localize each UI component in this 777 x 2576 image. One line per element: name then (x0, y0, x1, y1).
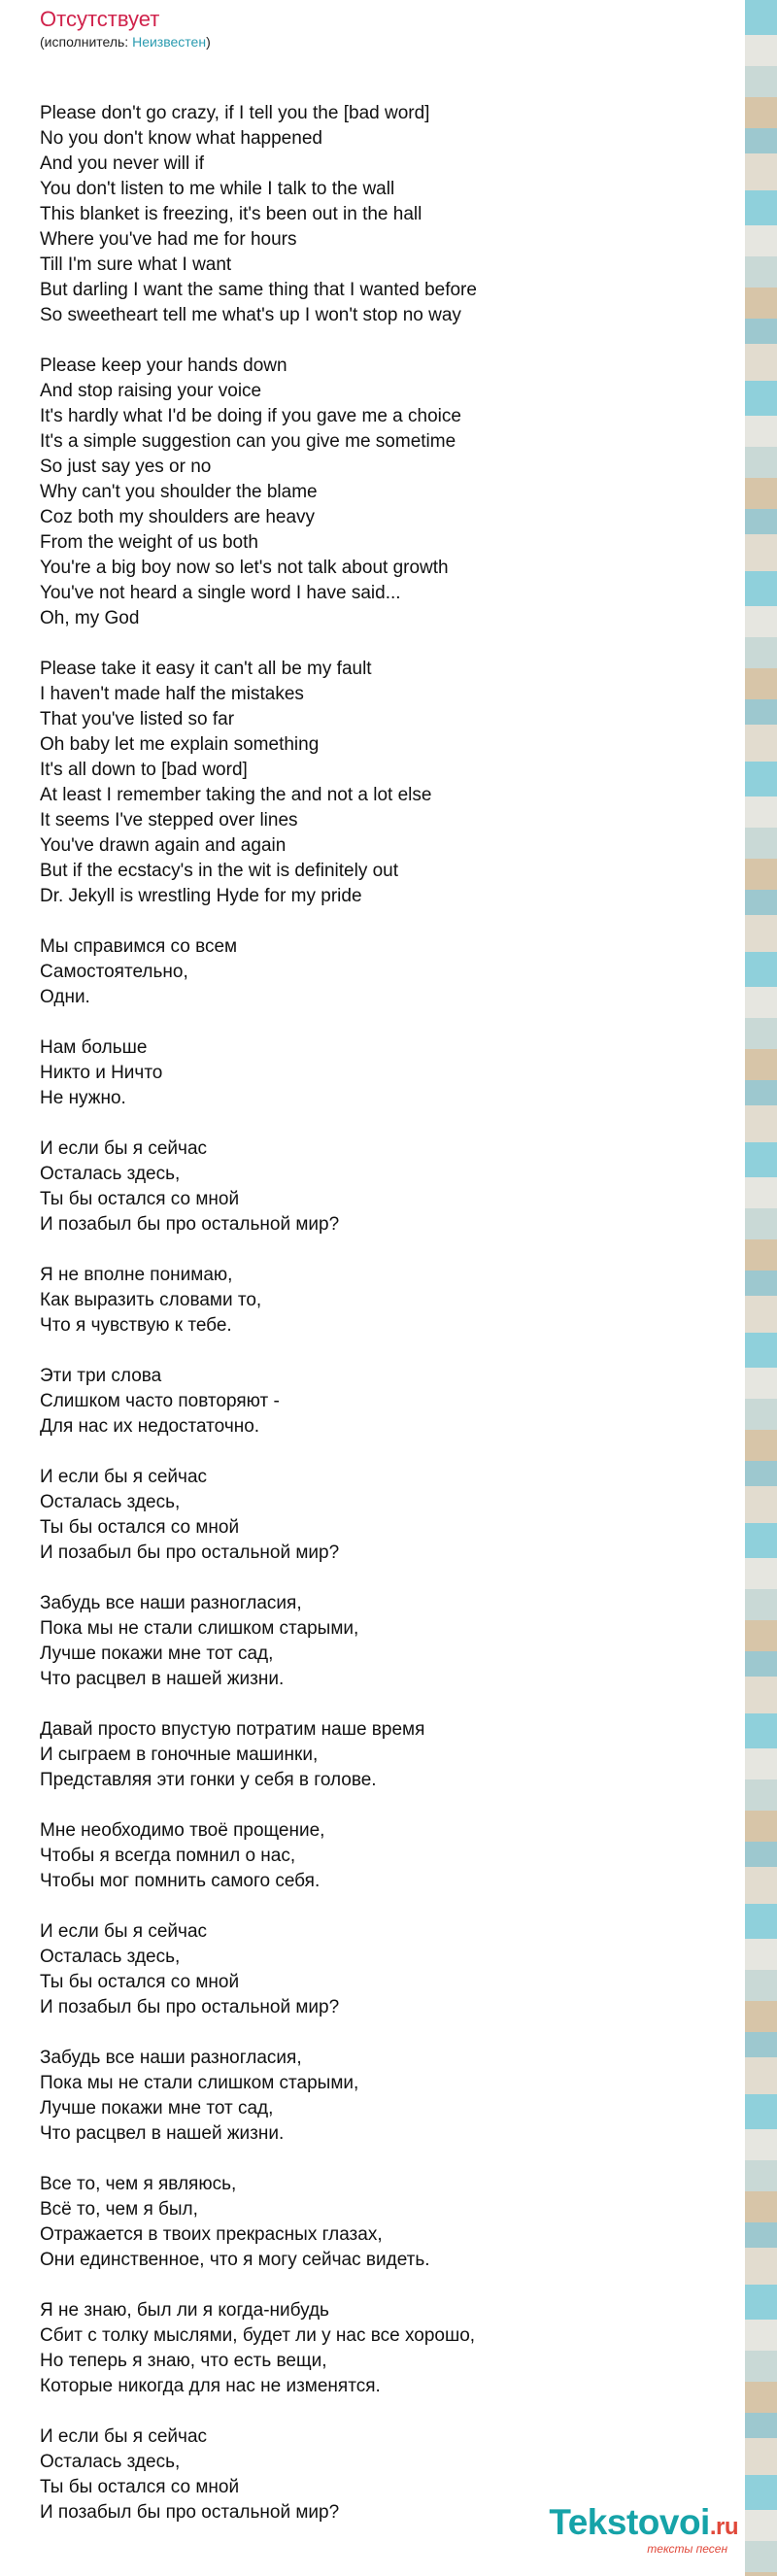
stanza-gap (40, 2273, 720, 2298)
lyric-line: Я не знаю, был ли я когда-нибудь (40, 2300, 329, 2321)
stanza-gap (40, 631, 720, 657)
lyric-line: No you don't know what happened (40, 128, 322, 149)
stanza-gap (40, 1010, 720, 1035)
lyric-line: Till I'm sure what I want (40, 254, 232, 275)
lyric-line: This blanket is freezing, it's been out in the hall (40, 204, 422, 224)
lyric-line: Что расцвел в нашей жизни. (40, 2123, 285, 2144)
lyric-line: Слишком часто повторяют - (40, 1391, 280, 1411)
lyric-line: Осталась здесь, (40, 2452, 181, 2472)
lyric-line: It's all down to [bad word] (40, 760, 248, 780)
lyric-line: Я не вполне понимаю, (40, 1265, 233, 1285)
stanza-gap (40, 2020, 720, 2046)
artist-suffix: ) (206, 34, 211, 50)
lyric-line: И позабыл бы про остальной мир? (40, 1542, 340, 1563)
lyric-line: Why can't you shoulder the blame (40, 482, 318, 502)
lyric-line: But if the ecstacy's in the wit is definitely out (40, 861, 399, 881)
lyric-line: Ты бы остался со мной (40, 1517, 240, 1538)
lyric-line: Что я чувствую к тебе. (40, 1315, 232, 1336)
lyric-line: Нам больше (40, 1037, 148, 1058)
lyric-line: Осталась здесь, (40, 1947, 181, 1967)
lyric-line: Которые никогда для нас не изменятся. (40, 2376, 381, 2396)
stanza-gap (40, 1793, 720, 1818)
lyric-line: Все то, чем я являюсь, (40, 2174, 237, 2194)
stanza-gap (40, 2147, 720, 2172)
lyric-line: Oh, my God (40, 608, 140, 628)
lyric-line: Но теперь я знаю, что есть вещи, (40, 2351, 327, 2371)
lyric-line: That you've listed so far (40, 709, 235, 729)
lyric-line: Ты бы остался со мной (40, 2477, 240, 2497)
lyric-line: Одни. (40, 987, 90, 1007)
lyric-line: Для нас их недостаточно. (40, 1416, 260, 1437)
stanza-gap (40, 1566, 720, 1591)
lyric-line: И если бы я сейчас (40, 2426, 208, 2447)
lyric-line: Забудь все наши разногласия, (40, 2048, 302, 2068)
lyric-line: But darling I want the same thing that I wanted before (40, 280, 477, 300)
stanza-gap (40, 1692, 720, 1717)
lyric-line: It's hardly what I'd be doing if you gave me a choice (40, 406, 461, 426)
lyric-line: Сбит с толку мыслями, будет ли у нас все хорошо, (40, 2325, 476, 2346)
stanza-gap (40, 909, 720, 934)
lyric-line: Dr. Jekyll is wrestling Hyde for my pride (40, 886, 362, 906)
lyric-line: Please keep your hands down (40, 356, 287, 376)
lyric-line: You're a big boy now so let's not talk about growth (40, 558, 449, 578)
lyric-line: Не нужно. (40, 1088, 126, 1108)
lyric-line: Самостоятельно, (40, 962, 188, 982)
lyric-line: Как выразить словами то, (40, 1290, 262, 1310)
lyric-line: И если бы я сейчас (40, 1138, 208, 1159)
lyric-line: So just say yes or no (40, 457, 212, 477)
lyric-line: Ты бы остался со мной (40, 1189, 240, 1209)
lyric-line: И если бы я сейчас (40, 1467, 208, 1487)
lyric-line: Чтобы мог помнить самого себя. (40, 1871, 321, 1891)
lyric-line: Осталась здесь, (40, 1492, 181, 1512)
lyric-line: И если бы я сейчас (40, 1921, 208, 1942)
lyric-line: You've not heard a single word I have said... (40, 583, 401, 603)
stanza-gap (40, 1440, 720, 1465)
lyric-line: Что расцвел в нашей жизни. (40, 1669, 285, 1689)
lyric-line: At least I remember taking the and not a lot else (40, 785, 432, 805)
lyric-line: Coz both my shoulders are heavy (40, 507, 316, 527)
lyric-line: И позабыл бы про остальной мир? (40, 2502, 340, 2523)
lyrics-text (40, 101, 720, 2525)
lyric-line: And you never will if (40, 153, 204, 174)
logo-name: Tekstovoi (549, 2502, 710, 2542)
artist-prefix: (исполнитель: (40, 34, 133, 50)
lyric-line: From the weight of us both (40, 532, 258, 553)
site-logo[interactable] (549, 2503, 738, 2555)
lyric-line: You don't listen to me while I talk to the wall (40, 179, 395, 199)
lyric-line: И позабыл бы про остальной мир? (40, 1214, 340, 1235)
lyric-line: Please don't go crazy, if I tell you the [bad word] (40, 103, 430, 123)
stanza-gap (40, 1111, 720, 1136)
lyric-line: Эти три слова (40, 1366, 162, 1386)
lyric-line: И сыграем в гоночные машинки, (40, 1745, 319, 1765)
lyric-line: Лучше покажи мне тот сад, (40, 2098, 274, 2118)
lyric-line: Они единственное, что я могу сейчас видеть. (40, 2250, 430, 2270)
artist-line (40, 33, 745, 51)
stanza-gap (40, 2399, 720, 2424)
lyric-line: Лучше покажи мне тот сад, (40, 1644, 274, 1664)
stanza-gap (40, 1237, 720, 1263)
lyric-line: Мне необходимо твоё прощение, (40, 1820, 325, 1841)
lyric-line: Всё то, чем я был, (40, 2199, 198, 2220)
lyric-line: Мы справимся со всем (40, 936, 238, 957)
lyric-line: Where you've had me for hours (40, 229, 297, 250)
logo-tagline: тексты песен (647, 2542, 728, 2556)
song-header (0, 0, 745, 51)
stanza-gap (40, 1339, 720, 1364)
lyric-line: It seems I've stepped over lines (40, 810, 298, 830)
lyric-line: Пока мы не стали слишком старыми, (40, 1618, 359, 1639)
lyric-line: Oh baby let me explain something (40, 734, 320, 755)
lyric-line: And stop raising your voice (40, 381, 262, 401)
lyric-line: Давай просто впустую потратим наше время (40, 1719, 425, 1740)
lyric-line: So sweetheart tell me what's up I won't stop no way (40, 305, 461, 325)
lyric-line: Пока мы не стали слишком старыми, (40, 2073, 359, 2093)
lyric-line: Осталась здесь, (40, 1164, 181, 1184)
lyric-line: Никто и Ничто (40, 1063, 163, 1083)
lyric-line: Ты бы остался со мной (40, 1972, 240, 1992)
stanza-gap (40, 1894, 720, 1919)
lyric-line: Забудь все наши разногласия, (40, 1593, 302, 1613)
lyric-line: Чтобы я всегда помнил о нас, (40, 1846, 296, 1866)
lyric-line: Please take it easy it can't all be my fault (40, 659, 372, 679)
lyric-line: You've drawn again and again (40, 835, 287, 856)
artist-link[interactable]: Неизвестен (132, 34, 207, 50)
stanza-gap (40, 328, 720, 354)
song-title: Отсутствует (40, 7, 160, 31)
logo-tld: .ru (709, 2514, 738, 2540)
lyric-line: Представляя эти гонки у себя в голове. (40, 1770, 377, 1790)
lyric-line: I haven't made half the mistakes (40, 684, 304, 704)
lyric-line: It's a simple suggestion can you give me sometime (40, 431, 456, 452)
logo-wordmark (549, 2503, 738, 2547)
lyric-line: И позабыл бы про остальной мир? (40, 1997, 340, 2017)
lyric-line: Отражается в твоих прекрасных глазах, (40, 2224, 383, 2245)
